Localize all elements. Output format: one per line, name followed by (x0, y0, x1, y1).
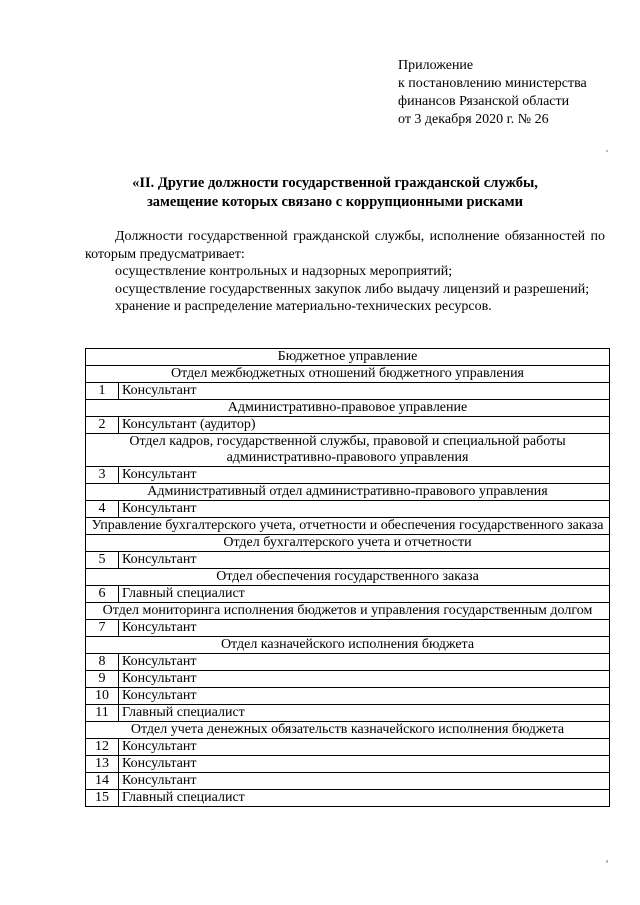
row-number: 8 (86, 654, 119, 671)
position-row (86, 620, 610, 637)
heading-line-1: «II. Другие должности государственной гражданской службы, (132, 175, 538, 191)
position-title: Консультант (119, 756, 610, 773)
scan-mark (606, 150, 608, 152)
appendix-line: финансов Рязанской области (398, 94, 570, 109)
position-title: Консультант (119, 688, 610, 705)
position-row (86, 790, 610, 807)
position-row (86, 773, 610, 790)
intro-text (85, 228, 605, 316)
appendix-line: Приложение (398, 58, 474, 73)
position-title: Главный специалист (119, 705, 610, 722)
position-title: Консультант (119, 654, 610, 671)
section-row (86, 366, 610, 383)
row-number: 4 (86, 501, 119, 518)
heading-line-2: замещение которых связано с коррупционными рисками (146, 194, 524, 210)
intro-lead: Должности государственной гражданской службы, исполнение обязанностей по которым предусматривает: (85, 229, 605, 262)
row-number: 14 (86, 773, 119, 790)
appendix-block (398, 57, 587, 129)
position-row (86, 739, 610, 756)
position-row (86, 688, 610, 705)
position-row (86, 417, 610, 434)
section-row (86, 637, 610, 654)
position-row (86, 586, 610, 603)
section-heading (60, 174, 610, 212)
row-number: 5 (86, 552, 119, 569)
positions-table (85, 348, 610, 807)
section-title: Отдел казначейского исполнения бюджета (86, 637, 610, 654)
position-row (86, 671, 610, 688)
row-number: 7 (86, 620, 119, 637)
section-title: Управление бухгалтерского учета, отчетности и обеспечения государственного заказа (86, 518, 610, 535)
section-row (86, 535, 610, 552)
position-title: Консультант (аудитор) (119, 417, 610, 434)
row-number: 13 (86, 756, 119, 773)
section-row (86, 434, 610, 467)
position-row (86, 654, 610, 671)
position-row (86, 552, 610, 569)
intro-item: осуществление контрольных и надзорных мероприятий; (115, 264, 453, 279)
row-number: 11 (86, 705, 119, 722)
appendix-line: от 3 декабря 2020 г. № 26 (398, 112, 549, 127)
position-title: Главный специалист (119, 790, 610, 807)
position-title: Главный специалист (119, 586, 610, 603)
section-title: Отдел учета денежных обязательств казначейского исполнения бюджета (86, 722, 610, 739)
row-number: 6 (86, 586, 119, 603)
position-row (86, 705, 610, 722)
row-number: 9 (86, 671, 119, 688)
row-number: 1 (86, 383, 119, 400)
row-number: 15 (86, 790, 119, 807)
position-title: Консультант (119, 552, 610, 569)
section-row (86, 349, 610, 366)
section-title: Отдел бухгалтерского учета и отчетности (86, 535, 610, 552)
section-row (86, 484, 610, 501)
position-row (86, 756, 610, 773)
section-row (86, 603, 610, 620)
appendix-line: к постановлению министерства (398, 76, 587, 91)
scan-mark (606, 860, 608, 863)
position-row (86, 501, 610, 518)
positions-table-body (86, 349, 610, 807)
row-number: 3 (86, 467, 119, 484)
intro-item: хранение и распределение материально-технических ресурсов. (115, 299, 492, 314)
position-title: Консультант (119, 501, 610, 518)
position-title: Консультант (119, 383, 610, 400)
section-title: Отдел мониторинга исполнения бюджетов и управления государственным долгом (86, 603, 610, 620)
section-row (86, 569, 610, 586)
section-title: Административный отдел административно-правового управления (86, 484, 610, 501)
section-row (86, 722, 610, 739)
position-title: Консультант (119, 739, 610, 756)
section-row (86, 400, 610, 417)
row-number: 10 (86, 688, 119, 705)
section-row (86, 518, 610, 535)
section-title: Отдел обеспечения государственного заказа (86, 569, 610, 586)
position-row (86, 467, 610, 484)
position-row (86, 383, 610, 400)
section-title: Административно-правовое управление (86, 400, 610, 417)
section-title: Отдел межбюджетных отношений бюджетного управления (86, 366, 610, 383)
row-number: 2 (86, 417, 119, 434)
position-title: Консультант (119, 620, 610, 637)
section-title: Бюджетное управление (86, 349, 610, 366)
section-title: Отдел кадров, государственной службы, правовой и специальной работы административно-правового управления (86, 434, 610, 467)
position-title: Консультант (119, 773, 610, 790)
position-title: Консультант (119, 467, 610, 484)
position-title: Консультант (119, 671, 610, 688)
row-number: 12 (86, 739, 119, 756)
intro-item: осуществление государственных закупок либо выдачу лицензий и разрешений; (115, 281, 590, 297)
